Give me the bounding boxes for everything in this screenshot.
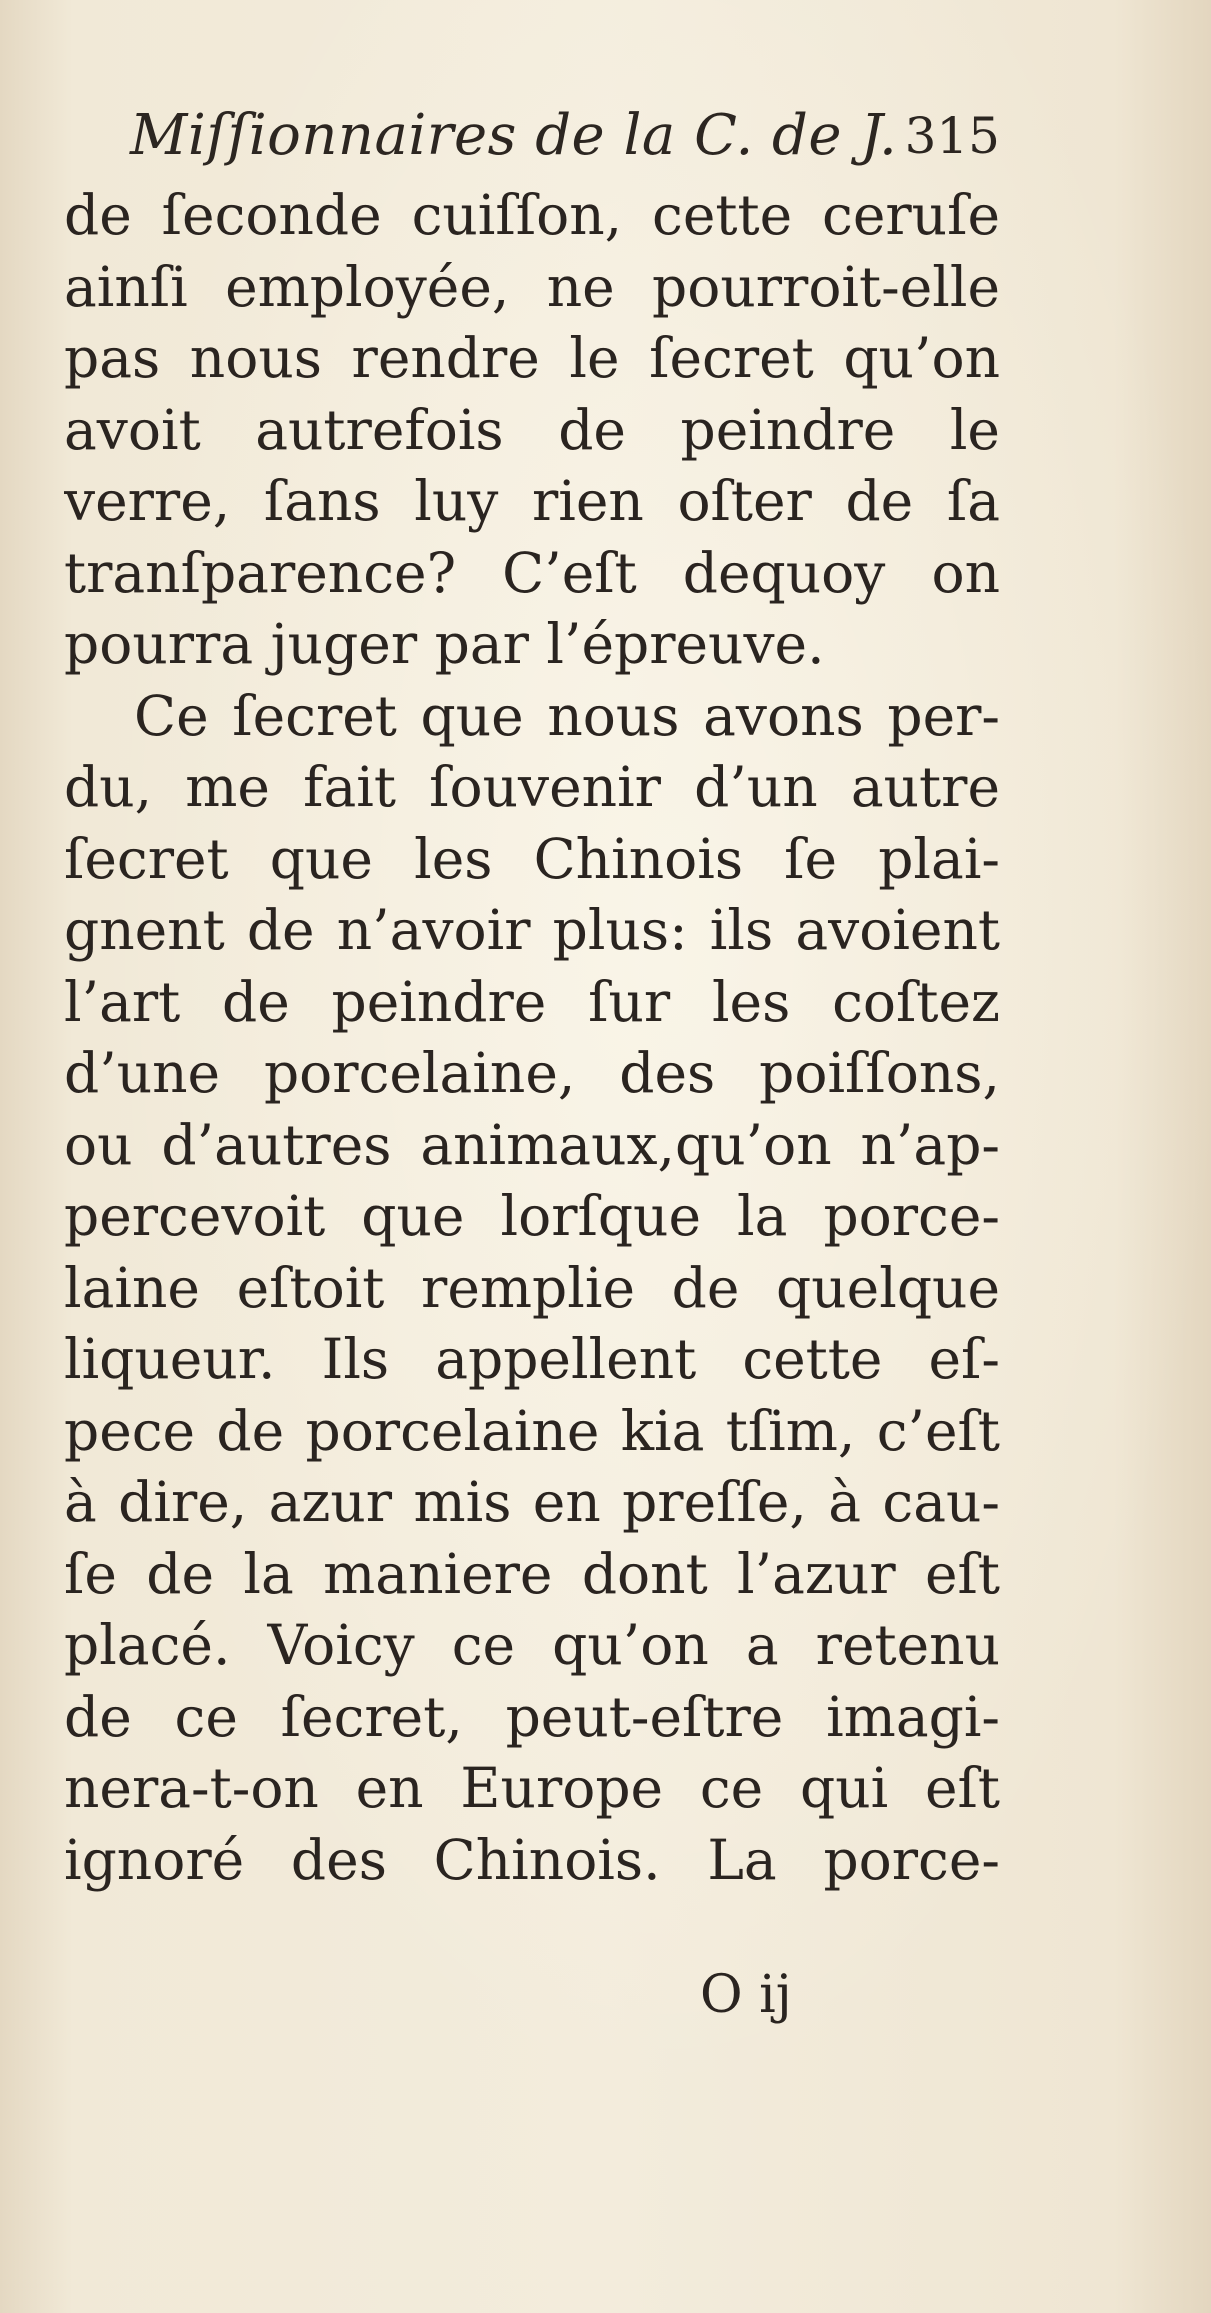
signature-mark: O ij xyxy=(700,1965,792,2025)
page-header xyxy=(130,96,1000,176)
text-line: verre, ſans luy rien oſter de ſa xyxy=(64,469,1000,533)
text-line: d’une porcelaine, des poiſſons, xyxy=(64,1041,1000,1105)
text-line: l’art de peindre ſur les coſtez xyxy=(64,969,1000,1034)
text-line: de ce ſecret, peut-eſtre imagi- xyxy=(64,1684,1000,1749)
text-line: ignoré des Chinois. La porce- xyxy=(64,1827,1000,1892)
text-line: gnent de n’avoir plus: ils avoient xyxy=(64,898,1000,962)
text-line: percevoit que lorſque la porce- xyxy=(64,1184,1000,1248)
text-line: ſe de la maniere dont l’azur eſt xyxy=(64,1541,1000,1606)
page-number: 315 xyxy=(904,107,1000,165)
text-line: avoit autrefois de peindre le xyxy=(64,397,1000,462)
text-line: tranſparence? C’eſt dequoy on xyxy=(64,540,1000,605)
text-line: ou d’autres animaux,qu’on n’ap- xyxy=(64,1112,1000,1177)
text-line: laine eſtoit remplie de quelque xyxy=(64,1255,1000,1320)
text-line: de ſeconde cuiſſon, cette ceruſe xyxy=(64,183,1000,247)
paragraph-start-line: Ce ſecret que nous avons per- xyxy=(134,683,1000,748)
text-line: du, me fait ſouvenir d’un autre xyxy=(64,755,1000,819)
text-line: ſecret que les Chinois ſe plai- xyxy=(64,826,1000,891)
text-line: pourra juger par l’épreuve. xyxy=(64,612,825,676)
text-line: placé. Voicy ce qu’on a retenu xyxy=(64,1613,1000,1677)
body-text xyxy=(64,180,1000,1896)
text-line: ainſi employée, ne pourroit-elle xyxy=(64,254,1000,319)
text-line: à dire, azur mis en preſſe, à cau- xyxy=(64,1470,1000,1534)
text-line: pece de porcelaine kia tſim, c’eſt xyxy=(64,1398,1000,1463)
running-head: Miſſionnaires de la C. de J. xyxy=(130,103,898,168)
text-line: liqueur. Ils appellent cette eſ- xyxy=(64,1327,1000,1391)
text-line: pas nous rendre le ſecret qu’on xyxy=(64,326,1000,390)
text-line: nera-t-on en Europe ce qui eſt xyxy=(64,1756,1000,1820)
